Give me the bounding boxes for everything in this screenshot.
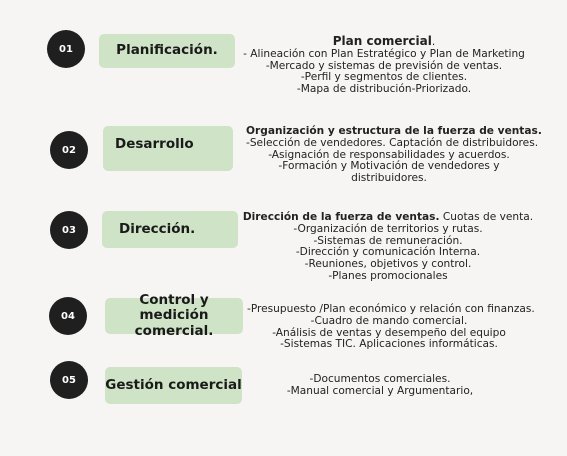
- step-number-04: 04: [49, 297, 87, 335]
- step-description-line: -Documentos comerciales.: [309, 373, 451, 385]
- step-number-03: 03: [50, 211, 88, 249]
- step-description-line: -Análisis de ventas y desempeño del equipo: [272, 326, 506, 339]
- step-description-line: -Presupuesto /Plan económico y relación con finanzas.: [247, 303, 535, 315]
- step-description-line: -Formación y Motivación de vendedores y: [278, 160, 500, 173]
- step-description-05: [247, 374, 513, 398]
- step-number-01: 01: [47, 30, 85, 68]
- step-label-direccion: Dirección.: [102, 211, 238, 248]
- step-description-line: -Sistemas de remuneración.: [313, 234, 463, 247]
- step-description-line: -Reuniones, objetivos y control.: [304, 258, 472, 271]
- step-number-02: 02: [50, 131, 88, 169]
- step-description-line: - Alineación con Plan Estratégico y Plan de Marketing: [243, 47, 525, 60]
- step-description-03: [242, 212, 534, 283]
- step-description-heading: Plan comercial.: [332, 34, 436, 48]
- step-description-line: -Mercado y sistemas de previsión de ventas.: [265, 59, 503, 72]
- step-description-04: [247, 303, 535, 351]
- step-description-heading: Dirección de la fuerza de ventas. Cuotas de venta.: [242, 211, 534, 223]
- step-description-line: -Planes promocionales: [328, 269, 448, 282]
- step-label-line: Control y medición: [139, 292, 209, 324]
- step-description-line: -Organización de territorios y rutas.: [293, 222, 483, 235]
- step-description-02: [246, 125, 542, 185]
- step-description-line: -Asignación de responsabilidades y acuerdos.: [268, 148, 510, 161]
- step-number-05: 05: [50, 361, 88, 399]
- step-description-01: [241, 36, 527, 96]
- step-description-line: -Cuadro de mando comercial.: [310, 314, 468, 327]
- step-description-line: -Perfil y segmentos de clientes.: [300, 71, 468, 84]
- step-label-control-medicion: [105, 292, 243, 339]
- step-description-heading: Organización y estructura de la fuerza de ventas.: [246, 125, 542, 137]
- step-description-line: -Mapa de distribución-Priorizado.: [296, 83, 472, 96]
- step-label-desarrollo: Desarrollo: [103, 126, 233, 171]
- step-label-gestion-comercial: Gestión comercial: [105, 367, 242, 404]
- step-description-line: -Sistemas TIC. Aplicaciones informáticas.: [280, 338, 498, 351]
- step-description-line: -Manual comercial y Argumentario,: [286, 384, 474, 397]
- step-description-line: -Dirección y comunicación Interna.: [295, 246, 481, 259]
- step-label-line: comercial.: [134, 322, 214, 339]
- step-description-line: -Selección de vendedores. Captación de distribuidores.: [246, 136, 539, 149]
- step-description-line: distribuidores.: [351, 172, 427, 185]
- step-label-planificacion: Planificación.: [99, 34, 235, 68]
